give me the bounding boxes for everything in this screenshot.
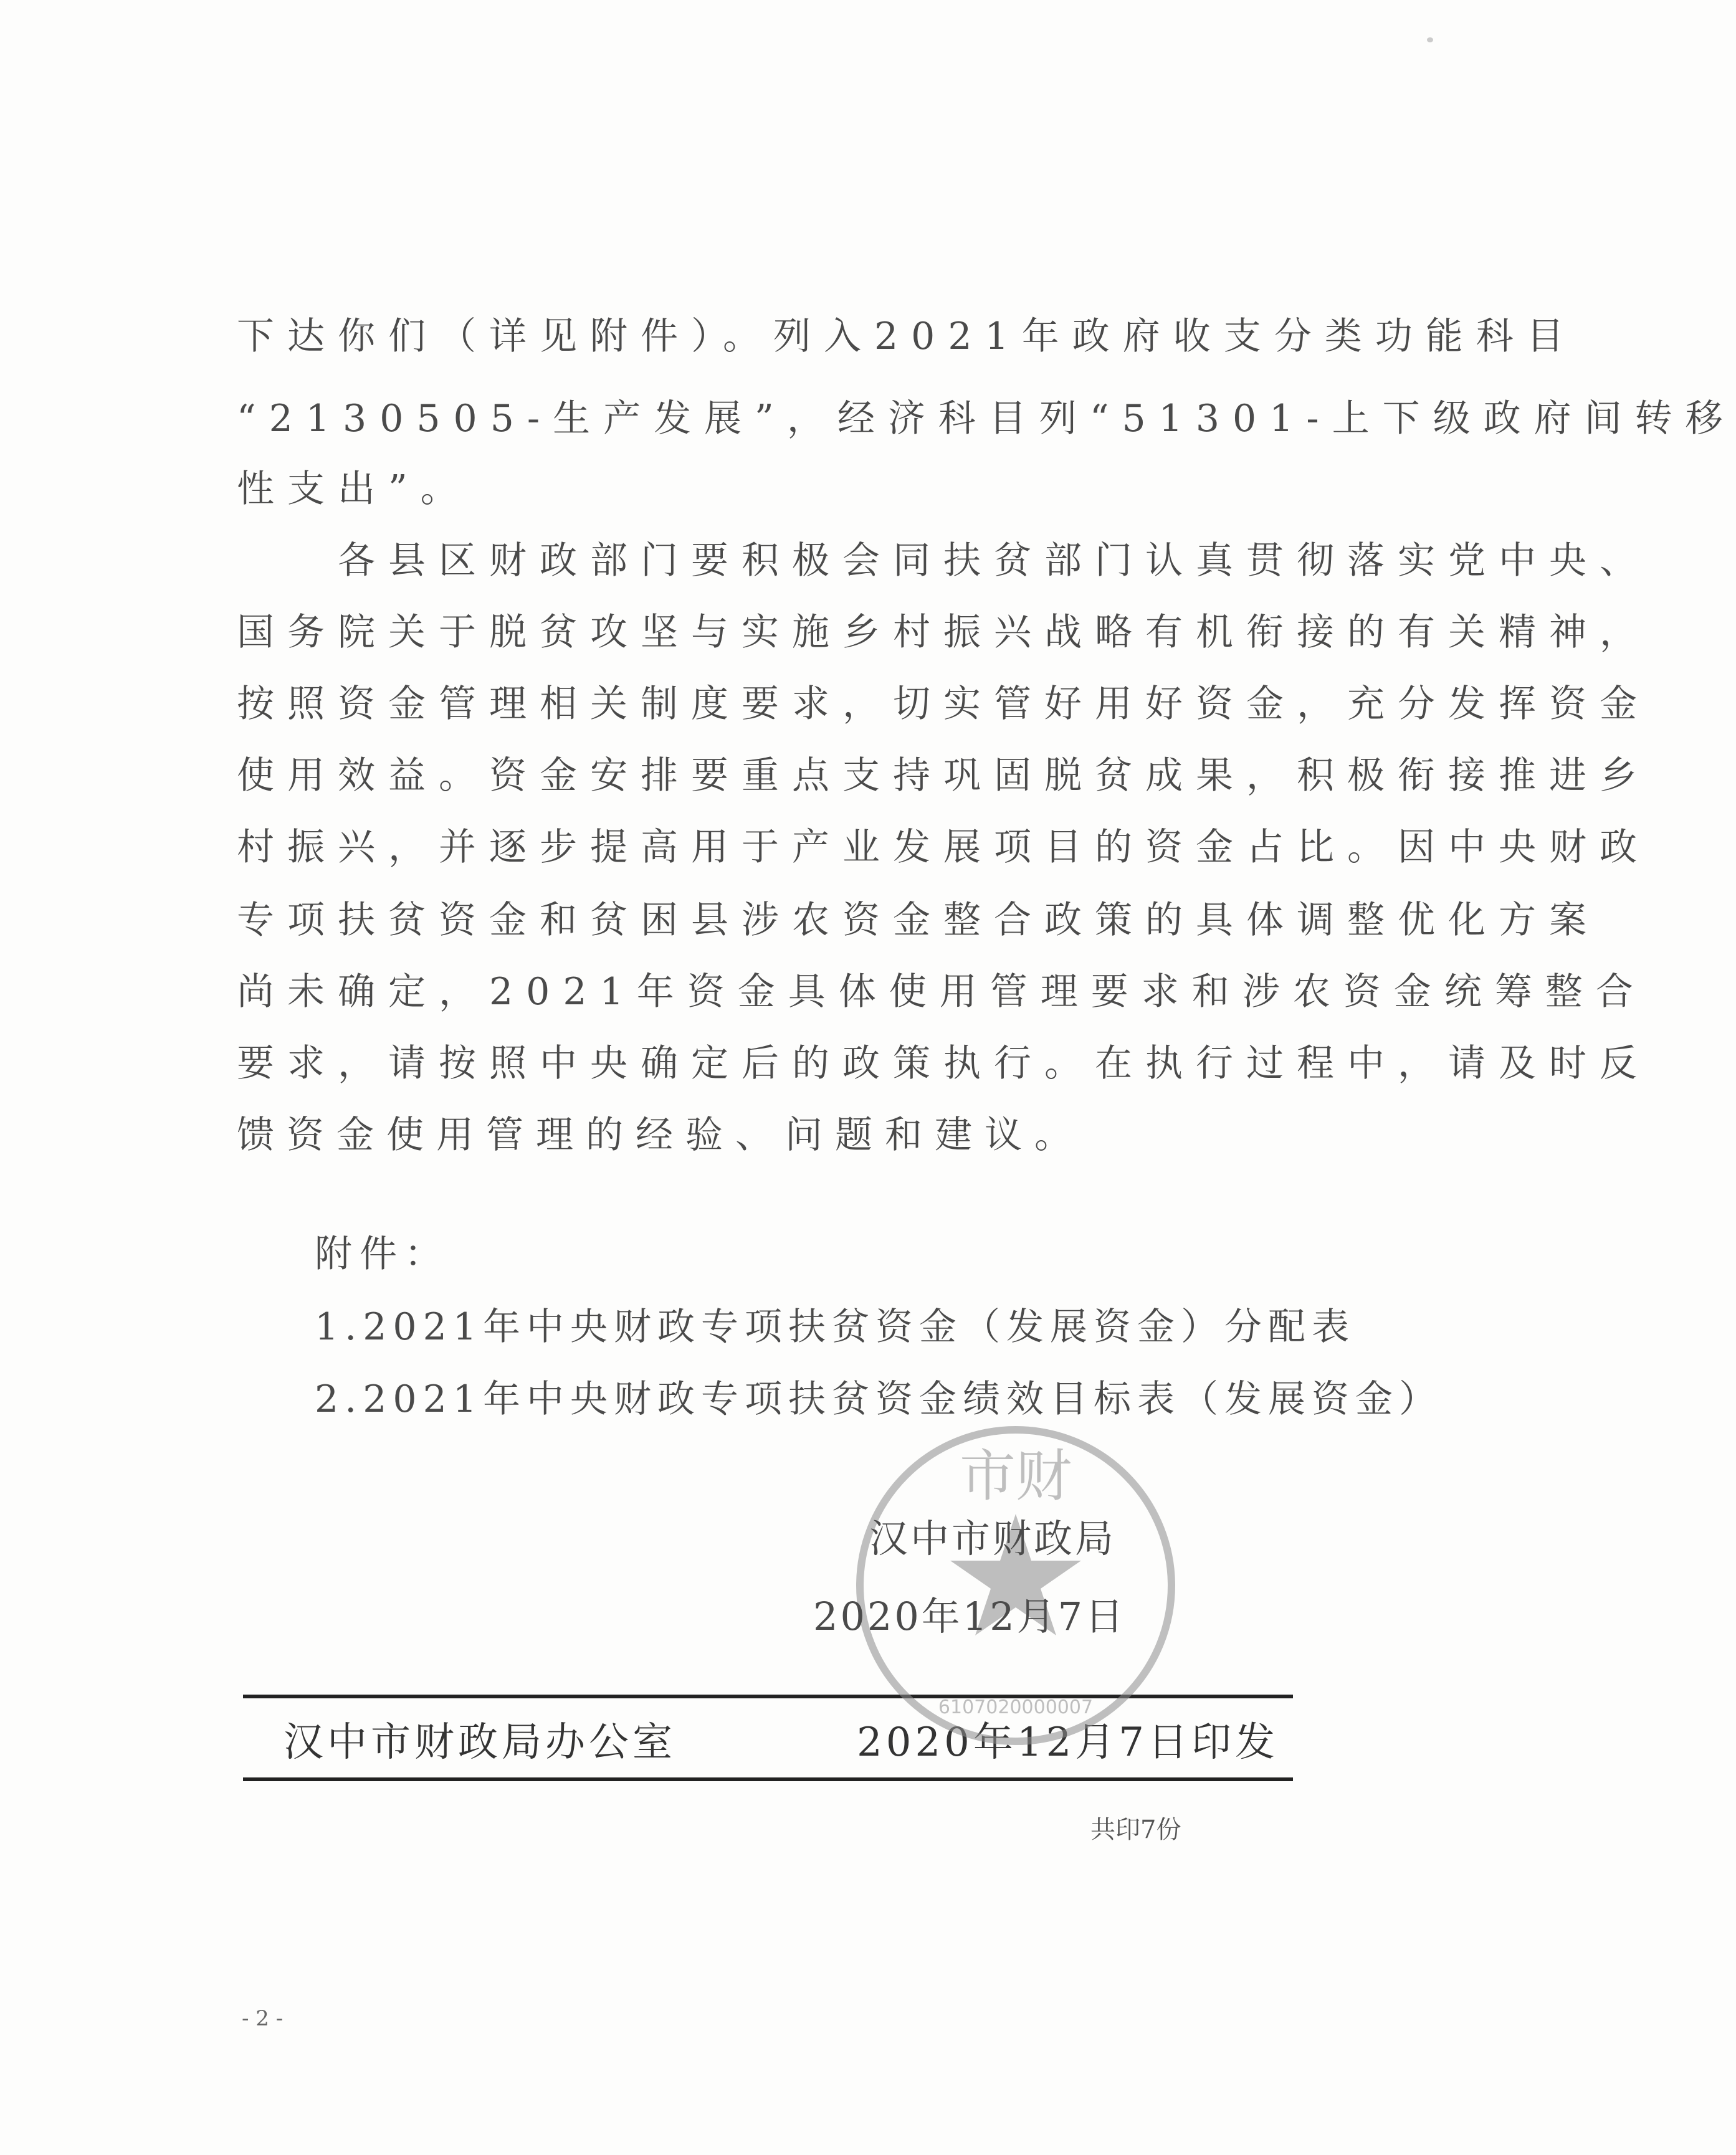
attachment-item-2: 2.2021年中央财政专项扶贫资金绩效目标表（发展资金） bbox=[315, 1377, 1443, 1421]
footer-issuing-office: 汉中市财政局办公室 bbox=[284, 1720, 676, 1766]
body-line-8: 村振兴，并逐步提高用于产业发展项目的资金占比。因中央财政 bbox=[237, 825, 1650, 869]
seal-number: 6107020000007 bbox=[938, 1696, 1094, 1718]
body-line-6: 按照资金管理相关制度要求，切实管好用好资金，充分发挥资金 bbox=[237, 682, 1650, 726]
body-line-5: 国务院关于脱贫攻坚与实施乡村振兴战略有机衔接的有关精神， bbox=[237, 611, 1650, 654]
body-line-9: 专项扶贫资金和贫困县涉农资金整合政策的具体调整优化方案 bbox=[237, 898, 1600, 942]
attachments-label: 附件： bbox=[315, 1232, 449, 1276]
body-line-4: 各县区财政部门要积极会同扶贫部门认真贯彻落实党中央、 bbox=[237, 539, 1650, 583]
copies-count: 共印7份 bbox=[1090, 1815, 1181, 1844]
body-line-10: 尚未确定，2021年资金具体使用管理要求和涉农资金统筹整合 bbox=[237, 970, 1646, 1014]
body-line-3: 性支出”。 bbox=[237, 467, 471, 511]
signature-date: 2020年12月7日 bbox=[813, 1594, 1127, 1639]
body-line-2: “2130505-生产发展”，经济科目列“51301-上下级政府间转移 bbox=[237, 397, 1736, 440]
scan-speck bbox=[1427, 37, 1433, 42]
attachment-item-1: 1.2021年中央财政专项扶贫资金（发展资金）分配表 bbox=[315, 1305, 1355, 1349]
signature-organization: 汉中市财政局 bbox=[869, 1516, 1117, 1561]
footer-bottom-rule bbox=[243, 1777, 1293, 1781]
body-line-1: 下达你们（详见附件）。列入2021年政府收支分类功能科目 bbox=[237, 315, 1577, 358]
body-line-7: 使用效益。资金安排要重点支持巩固脱贫成果，积极衔接推进乡 bbox=[237, 754, 1650, 797]
seal-top-text: 市财 bbox=[960, 1444, 1072, 1509]
body-line-11: 要求，请按照中央确定后的政策执行。在执行过程中，请及时反 bbox=[237, 1042, 1650, 1085]
body-line-12: 馈资金使用管理的经验、问题和建议。 bbox=[237, 1113, 1084, 1157]
footer-issue-date: 2020年12月7日印发 bbox=[857, 1720, 1279, 1766]
page-number: - 2 - bbox=[242, 2006, 284, 2031]
